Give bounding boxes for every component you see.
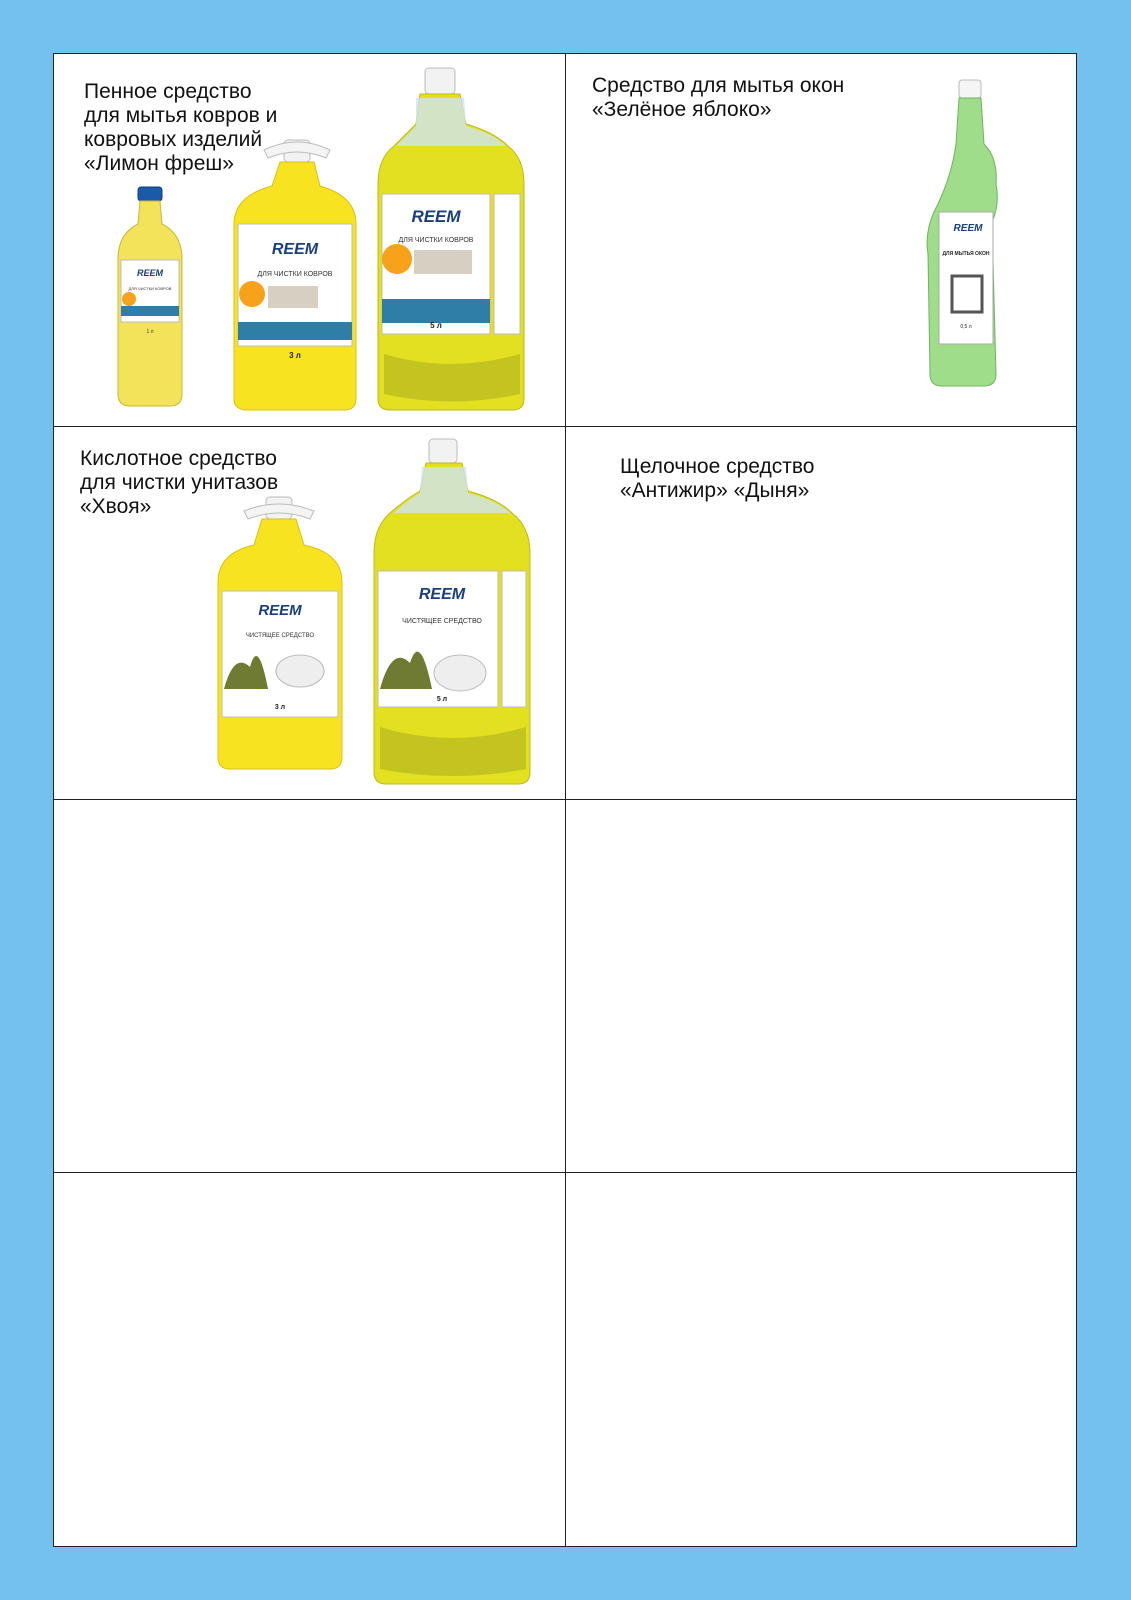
bottle-5l-toilet <box>374 439 530 784</box>
bottle-5l-volume: 5 л <box>430 321 442 330</box>
window-cleaner-caption <box>592 74 844 122</box>
caption-line: для чистки унитазов <box>80 471 279 494</box>
bottle-3l <box>234 140 356 410</box>
bottle-1l-brand: REEM <box>136 268 164 278</box>
bottle-05l-volume: 0,5 л <box>960 324 972 330</box>
bottle-5l-toilet-title: ЧИСТЯЩЕЕ СРЕДСТВО <box>402 618 482 625</box>
degreaser-caption <box>620 455 814 503</box>
bottle-1l-volume: 1 л <box>146 329 154 335</box>
caption-line: «Зелёное яблоко» <box>592 98 772 121</box>
caption-line: для мытья ковров и <box>84 104 278 127</box>
cell-toilet-cleaner <box>54 427 566 800</box>
caption-line: ковровых изделий <box>84 128 263 151</box>
bottle-3l-toilet-title: ЧИСТЯЩЕЕ СРЕДСТВО <box>245 633 315 639</box>
caption-line: Средство для мытья окон <box>592 74 845 97</box>
bottle-3l-toilet-volume: 3 л <box>274 704 286 711</box>
cell-window-cleaner <box>566 54 1076 427</box>
bottle-3l-toilet-brand: REEM <box>258 602 302 619</box>
empty-cell <box>566 1173 1076 1546</box>
bottle-5l-toilet-brand: REEM <box>418 586 466 603</box>
bottle-5l <box>378 68 524 410</box>
product-sheet <box>53 53 1077 1547</box>
bottle-3l-toilet <box>218 497 342 769</box>
bottle-3l-title: ДЛЯ ЧИСТКИ КОВРОВ <box>257 271 333 278</box>
bottle-05l <box>927 80 997 386</box>
bottle-05l-title: ДЛЯ МЫТЬЯ ОКОН <box>942 251 990 257</box>
caption-line: Пенное средство <box>84 80 252 103</box>
toilet-cleaner-caption <box>80 447 278 519</box>
caption-line: Кислотное средство <box>80 447 277 470</box>
bottle-3l-volume: 3 л <box>289 351 301 360</box>
bottle-5l-title: ДЛЯ ЧИСТКИ КОВРОВ <box>398 237 474 244</box>
bottle-5l-toilet-volume: 5 л <box>436 696 448 703</box>
cell-carpet-cleaner <box>54 54 566 427</box>
bottle-5l-brand: REEM <box>411 207 461 226</box>
bottle-1l <box>118 187 182 406</box>
bottle-1l-title: ДЛЯ ЧИСТКИ КОВРОВ <box>128 286 172 291</box>
empty-cell <box>566 800 1076 1173</box>
caption-line: Щелочное средство <box>620 455 815 478</box>
empty-cell <box>54 1173 566 1546</box>
carpet-cleaner-caption <box>84 80 277 176</box>
empty-cell <box>54 800 566 1173</box>
product-grid <box>54 54 1076 1546</box>
caption-line: «Хвоя» <box>80 495 152 518</box>
caption-line: «Лимон фреш» <box>84 152 234 175</box>
caption-line: «Антижир» «Дыня» <box>620 479 810 502</box>
bottle-05l-brand: REEM <box>953 223 983 234</box>
cell-degreaser <box>566 427 1076 800</box>
bottle-3l-brand: REEM <box>271 241 319 258</box>
